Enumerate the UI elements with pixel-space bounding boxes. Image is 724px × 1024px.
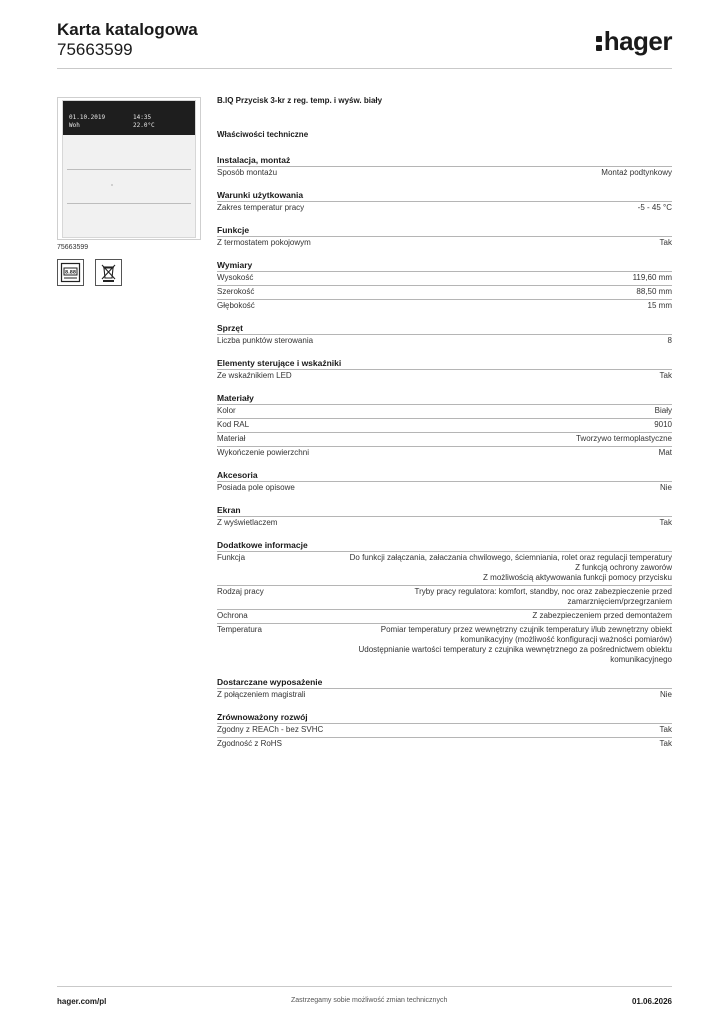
section-heading: Elementy sterujące i wskaźniki [217, 358, 342, 368]
spec-row [217, 201, 672, 215]
spec-value: 8 [667, 336, 672, 345]
spec-row [217, 271, 672, 285]
rocker-divider [67, 203, 191, 204]
spec-value: Nie [659, 690, 672, 699]
spec-section [217, 259, 672, 313]
logo-dots-icon [596, 33, 602, 52]
section-heading: Dodatkowe informacje [217, 540, 308, 550]
spec-row [217, 166, 672, 180]
spec-section [217, 711, 672, 751]
spec-section [217, 469, 672, 495]
spec-value: Tworzywo termoplastyczne [575, 434, 672, 443]
section-heading: Warunki użytkowania [217, 190, 304, 200]
spec-section [217, 154, 672, 180]
spec-row [217, 334, 672, 348]
section-heading: Funkcje [217, 225, 250, 235]
spec-label: Wysokość [217, 273, 254, 282]
spec-value: 88,50 mm [636, 287, 672, 296]
section-heading: Sprzęt [217, 323, 243, 333]
spec-label: Funkcja [217, 553, 246, 562]
spec-row [217, 404, 672, 418]
spec-label: Ze wskaźnikiem LED [217, 371, 292, 380]
spec-value: -5 - 45 °C [637, 203, 672, 212]
spec-section [217, 189, 672, 215]
section-heading: Materiały [217, 393, 254, 403]
spec-label: Zgodny z REACh - bez SVHC [217, 725, 324, 734]
technical-properties-heading: Właściwości techniczne [217, 130, 309, 139]
spec-row [217, 688, 672, 702]
spec-row [217, 285, 672, 299]
spec-label: Zgodność z RoHS [217, 739, 282, 748]
spec-section [217, 224, 672, 250]
spec-row [217, 516, 672, 530]
spec-row [217, 369, 672, 383]
page-footer [57, 986, 672, 1006]
spec-row [217, 551, 672, 585]
spec-value: Tryby pracy regulatora: komfort, standby, noc oraz zabezpieczenie przed zamarznięciem/przegrzaniem [414, 587, 672, 606]
spec-label: Wykończenie powierzchni [217, 448, 309, 457]
product-media [57, 97, 201, 286]
push-button-device [62, 100, 196, 238]
footer-date: 01.06.2026 [631, 997, 672, 1006]
footer-website[interactable]: hager.com/pl [57, 997, 107, 1006]
spec-label: Liczba punktów sterowania [217, 336, 314, 345]
spec-value: Tak [659, 371, 672, 380]
section-heading: Ekran [217, 505, 241, 515]
spec-label: Sposób montażu [217, 168, 278, 177]
spec-row [217, 418, 672, 432]
product-name: B.IQ Przycisk 3-kr z reg. temp. i wyśw. biały [217, 96, 383, 105]
spec-row [217, 481, 672, 495]
spec-value: Mat [658, 448, 672, 457]
spec-sections [217, 154, 672, 751]
spec-label: Kod RAL [217, 420, 250, 429]
spec-row [217, 299, 672, 313]
spec-label: Z wyświetlaczem [217, 518, 278, 527]
spec-label: Z termostatem pokojowym [217, 238, 311, 247]
spec-row [217, 432, 672, 446]
spec-value: Biały [654, 406, 672, 415]
spec-section [217, 539, 672, 667]
spec-row [217, 623, 672, 667]
spec-label: Szerokość [217, 287, 255, 296]
rocker-divider [67, 169, 191, 170]
spec-label: Kolor [217, 406, 236, 415]
spec-row [217, 723, 672, 737]
spec-value: Tak [659, 518, 672, 527]
product-image [57, 97, 201, 240]
spec-label: Rodzaj pracy [217, 587, 264, 596]
spec-row [217, 236, 672, 250]
spec-section [217, 392, 672, 460]
spec-label: Ochrona [217, 611, 248, 620]
spec-label: Temperatura [217, 625, 262, 634]
spec-label: Posiada pole opisowe [217, 483, 295, 492]
spec-row [217, 585, 672, 609]
spec-row [217, 609, 672, 623]
spec-value: 119,60 mm [632, 273, 672, 282]
device-display: 01.10.2019 Woh 14:35 22.0°C [63, 101, 195, 135]
footer-disclaimer: Zastrzegamy sobie możliwość zmian technicznych [290, 997, 448, 1004]
spec-label: Materiał [217, 434, 246, 443]
spec-value: Pomiar temperatury przez wewnętrzny czujnik temperatury i/lub zewnętrzny obiekt komunikacyjny (możliwość konfiguracji ważności pomiarów) Udostępnianie wartości temperatury z czujnika wewnętrznego za pośrednictwem obiektu komunikacyjnego [358, 625, 672, 664]
spec-label: Z połączeniem magistrali [217, 690, 306, 699]
svg-text:8.88: 8.88 [64, 270, 77, 276]
knx-device-icon [57, 259, 84, 286]
spec-value: 15 mm [647, 301, 672, 310]
document-title: Karta katalogowa [57, 20, 198, 39]
section-heading: Instalacja, montaż [217, 155, 291, 165]
section-heading: Zrównoważony rozwój [217, 712, 308, 722]
spec-value: Tak [659, 725, 672, 734]
catalog-number: 75663599 [57, 40, 133, 59]
spec-value: Montaż podtynkowy [601, 168, 672, 177]
spec-label: Zakres temperatur pracy [217, 203, 305, 212]
spec-value: Do funkcji załączania, załaczania chwilowego, ściemniania, rolet oraz regulacji temperatury Z funkcją ochrony zaworów Z możliwością aktywowania funkcji pomocy przycisku [349, 553, 672, 582]
certification-icons [57, 259, 201, 286]
spec-section [217, 504, 672, 530]
section-heading: Akcesoria [217, 470, 258, 480]
image-caption: 75663599 [57, 244, 89, 251]
weee-bin-icon [95, 259, 122, 286]
spec-label: Głębokość [217, 301, 255, 310]
spec-value: Tak [659, 238, 672, 247]
spec-value: Tak [659, 739, 672, 748]
spec-value: Z zabezpieczeniem przed demontażem [532, 611, 672, 620]
spec-row [217, 737, 672, 751]
section-heading: Wymiary [217, 260, 253, 270]
spec-section [217, 676, 672, 702]
product-specification [217, 96, 672, 751]
spec-row [217, 446, 672, 460]
spec-section [217, 357, 672, 383]
led-dot [111, 184, 113, 186]
spec-value: Nie [659, 483, 672, 492]
section-heading: Dostarczane wyposażenie [217, 677, 323, 687]
spec-value: 9010 [654, 420, 672, 429]
page-header [57, 20, 672, 69]
hager-logo: hager [596, 26, 672, 57]
spec-section [217, 322, 672, 348]
